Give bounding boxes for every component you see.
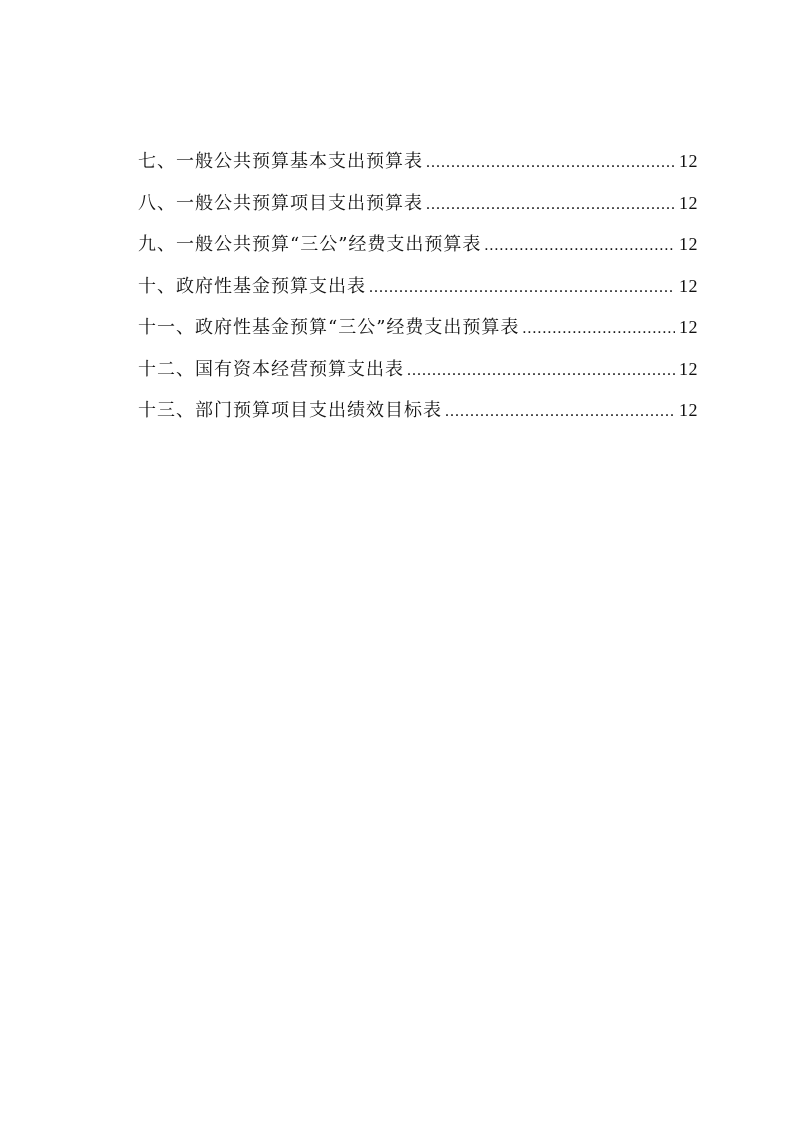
toc-page-number: 12 — [679, 400, 698, 420]
table-of-contents — [138, 146, 698, 437]
toc-entry-title: 十一、政府性基金预算“三公”经费支出预算表 — [138, 317, 520, 338]
toc-entry-title: 十、政府性基金预算支出表 — [138, 275, 366, 297]
toc-dot-leader — [369, 273, 675, 303]
toc-page-number: 12 — [679, 192, 698, 213]
toc-dot-leader — [445, 397, 675, 427]
toc-entry[interactable] — [138, 146, 698, 188]
toc-entry[interactable] — [138, 271, 698, 313]
toc-page-number: 12 — [679, 358, 698, 379]
toc-page-number: 12 — [679, 275, 698, 296]
toc-dot-leader — [426, 190, 675, 220]
toc-dot-leader — [407, 356, 675, 386]
toc-entry[interactable] — [138, 312, 698, 354]
toc-dot-leader — [426, 148, 675, 178]
toc-entry-title: 十二、国有资本经营预算支出表 — [138, 358, 404, 380]
toc-entry[interactable] — [138, 229, 698, 271]
toc-dot-leader — [484, 231, 675, 261]
toc-dot-leader — [522, 314, 675, 344]
toc-entry[interactable] — [138, 188, 698, 230]
toc-page-number: 12 — [679, 151, 698, 171]
toc-page-number: 12 — [679, 317, 698, 337]
toc-page-number: 12 — [679, 234, 698, 254]
toc-entry[interactable] — [138, 354, 698, 396]
toc-entry-title: 九、一般公共预算“三公”经费支出预算表 — [138, 234, 482, 255]
toc-entry-title: 十三、部门预算项目支出绩效目标表 — [138, 400, 442, 421]
toc-entry-title: 七、一般公共预算基本支出预算表 — [138, 151, 423, 172]
toc-entry[interactable] — [138, 395, 698, 437]
toc-entry-title: 八、一般公共预算项目支出预算表 — [138, 192, 423, 214]
